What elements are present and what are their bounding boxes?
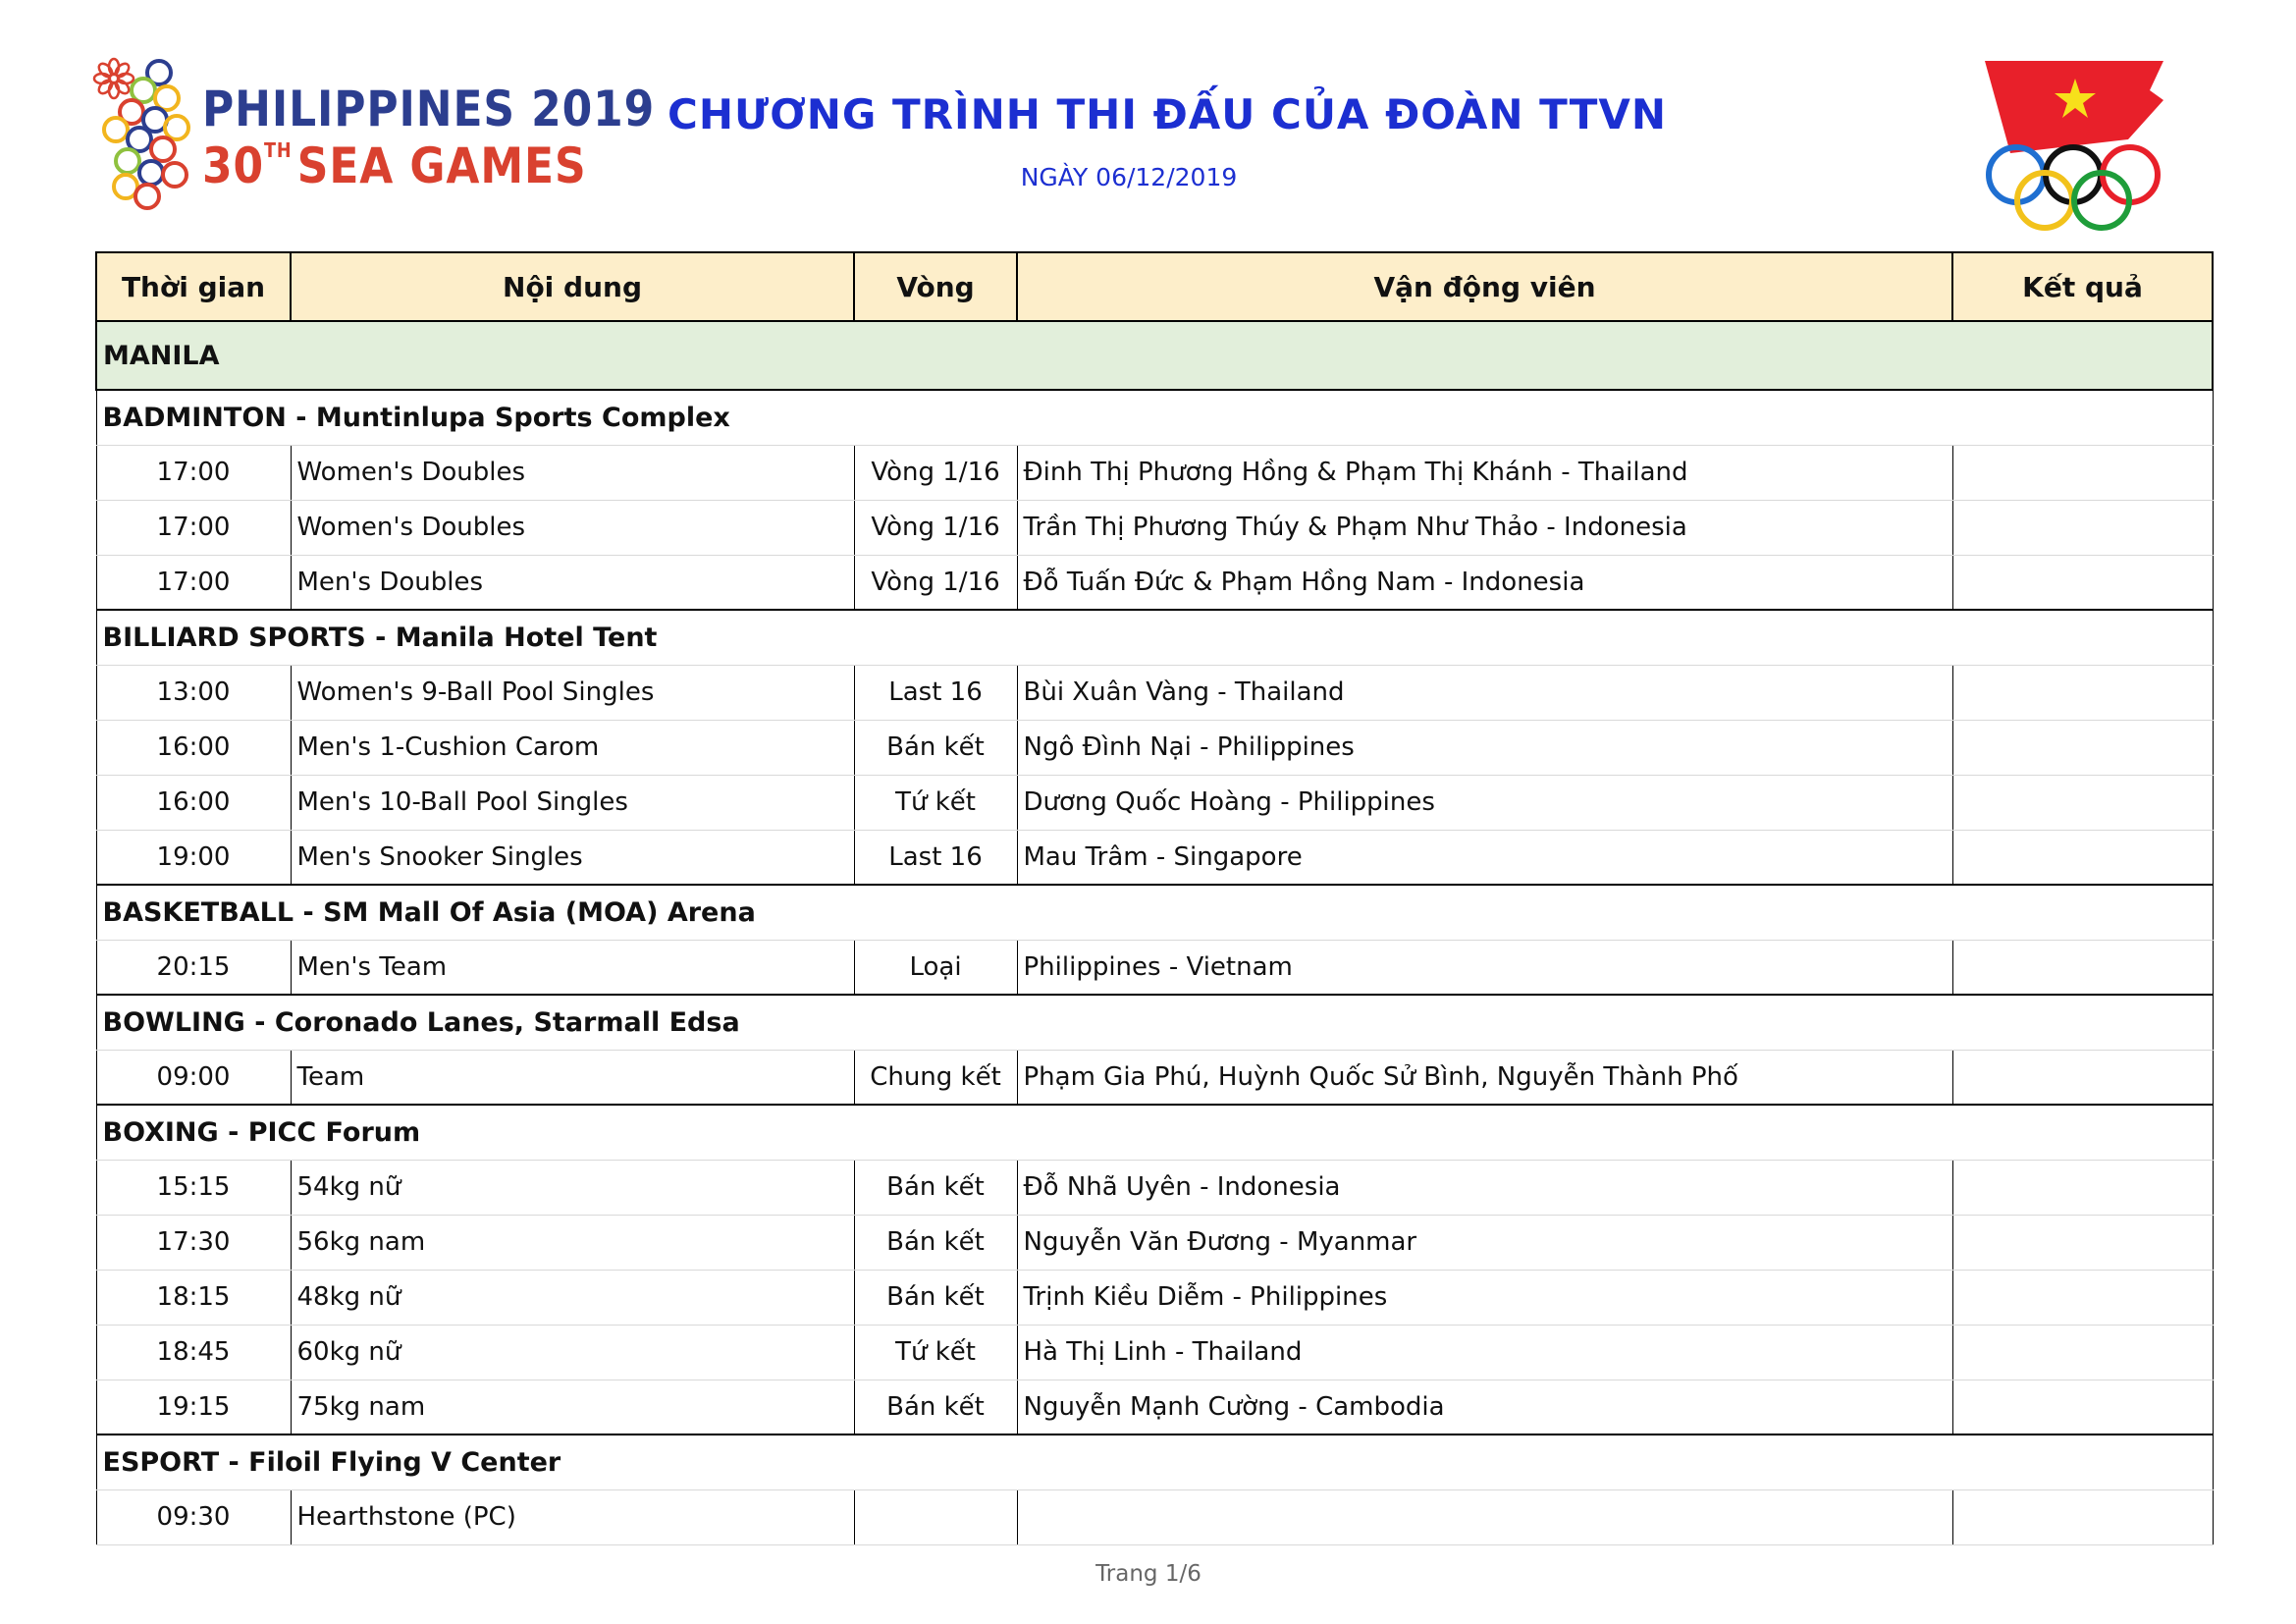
cell-round: Last 16	[854, 830, 1017, 885]
column-header-time: Thời gian	[96, 252, 291, 321]
venue-name: BADMINTON - Muntinlupa Sports Complex	[96, 390, 2213, 445]
cell-time: 18:45	[96, 1325, 291, 1380]
cell-athlete: Ngô Đình Nại - Philippines	[1017, 720, 1952, 775]
cell-result	[1952, 1380, 2213, 1435]
cell-event: Women's Doubles	[291, 445, 854, 500]
cell-time: 09:30	[96, 1489, 291, 1544]
cell-event: Men's 1-Cushion Carom	[291, 720, 854, 775]
cell-round: Bán kết	[854, 1380, 1017, 1435]
cell-athlete: Nguyễn Mạnh Cường - Cambodia	[1017, 1380, 1952, 1435]
table-header-row	[96, 252, 2213, 321]
table-row	[96, 1215, 2213, 1270]
table-row	[96, 555, 2213, 610]
column-header-athlete: Vận động viên	[1017, 252, 1952, 321]
cell-result	[1952, 555, 2213, 610]
table-body	[96, 321, 2213, 1544]
cell-time: 15:15	[96, 1160, 291, 1215]
table-row	[96, 1380, 2213, 1435]
venue-name: BOXING - PICC Forum	[96, 1105, 2213, 1160]
cell-round: Bán kết	[854, 1215, 1017, 1270]
cell-event: Men's Snooker Singles	[291, 830, 854, 885]
cell-round: Vòng 1/16	[854, 555, 1017, 610]
table-row	[96, 1325, 2213, 1380]
table-row	[96, 1489, 2213, 1544]
cell-result	[1952, 1050, 2213, 1105]
table-row	[96, 445, 2213, 500]
cell-round: Tứ kết	[854, 775, 1017, 830]
venue-row	[96, 1105, 2213, 1160]
cell-athlete: Hà Thị Linh - Thailand	[1017, 1325, 1952, 1380]
cell-athlete: Trịnh Kiều Diễm - Philippines	[1017, 1270, 1952, 1325]
table-row	[96, 830, 2213, 885]
cell-event: Hearthstone (PC)	[291, 1489, 854, 1544]
cell-athlete: Mau Trâm - Singapore	[1017, 830, 1952, 885]
cell-result	[1952, 720, 2213, 775]
table-row	[96, 1160, 2213, 1215]
venue-row	[96, 885, 2213, 940]
cell-athlete: Đỗ Tuấn Đức & Phạm Hồng Nam - Indonesia	[1017, 555, 1952, 610]
cell-event: 48kg nữ	[291, 1270, 854, 1325]
logo-line-2	[202, 137, 587, 194]
table-row	[96, 500, 2213, 555]
cell-round: Tứ kết	[854, 1325, 1017, 1380]
cell-round: Vòng 1/16	[854, 445, 1017, 500]
cell-athlete: Trần Thị Phương Thúy & Phạm Như Thảo - Indonesia	[1017, 500, 1952, 555]
cell-event: 75kg nam	[291, 1380, 854, 1435]
table-row	[96, 1270, 2213, 1325]
cell-event: 56kg nam	[291, 1215, 854, 1270]
cell-round: Bán kết	[854, 1270, 1017, 1325]
cell-event: Women's Doubles	[291, 500, 854, 555]
cell-round	[854, 1489, 1017, 1544]
cell-round: Vòng 1/16	[854, 500, 1017, 555]
cell-time: 19:00	[96, 830, 291, 885]
cell-result	[1952, 1489, 2213, 1544]
cell-athlete: Bùi Xuân Vàng - Thailand	[1017, 665, 1952, 720]
cell-athlete: Đinh Thị Phương Hồng & Phạm Thị Khánh - Thailand	[1017, 445, 1952, 500]
cell-result	[1952, 1270, 2213, 1325]
cell-event: Women's 9-Ball Pool Singles	[291, 665, 854, 720]
cell-time: 19:15	[96, 1380, 291, 1435]
cell-time: 13:00	[96, 665, 291, 720]
cell-round: Bán kết	[854, 720, 1017, 775]
page-date: NGÀY 06/12/2019	[1020, 163, 1238, 191]
cell-time: 17:00	[96, 500, 291, 555]
logo-edition-number: 30	[202, 137, 265, 194]
schedule-table	[95, 251, 2214, 1545]
cell-time: 20:15	[96, 940, 291, 995]
table-row	[96, 940, 2213, 995]
region-row	[96, 321, 2213, 390]
cell-result	[1952, 445, 2213, 500]
sea-games-logo	[92, 57, 656, 214]
logo-line-1: PHILIPPINES 2019	[202, 81, 656, 137]
venue-row	[96, 610, 2213, 665]
cell-time: 16:00	[96, 775, 291, 830]
cell-round: Chung kết	[854, 1050, 1017, 1105]
logo-event-name: SEA GAMES	[296, 137, 587, 194]
cell-result	[1952, 500, 2213, 555]
cell-athlete: Nguyễn Văn Đương - Myanmar	[1017, 1215, 1952, 1270]
cell-time: 18:15	[96, 1270, 291, 1325]
cell-athlete: Philippines - Vietnam	[1017, 940, 1952, 995]
cell-event: Men's Doubles	[291, 555, 854, 610]
cell-round: Bán kết	[854, 1160, 1017, 1215]
page-title: CHƯƠNG TRÌNH THI ĐẤU CỦA ĐOÀN TTVN	[667, 90, 1668, 138]
table-row	[96, 720, 2213, 775]
cell-result	[1952, 1325, 2213, 1380]
cell-event: 60kg nữ	[291, 1325, 854, 1380]
cell-result	[1952, 775, 2213, 830]
cell-time: 17:30	[96, 1215, 291, 1270]
cell-time: 16:00	[96, 720, 291, 775]
cell-event: Team	[291, 1050, 854, 1105]
cell-event: Men's 10-Ball Pool Singles	[291, 775, 854, 830]
column-header-round: Vòng	[854, 252, 1017, 321]
cell-athlete	[1017, 1489, 1952, 1544]
cell-result	[1952, 1160, 2213, 1215]
venue-row	[96, 1435, 2213, 1489]
cell-time: 09:00	[96, 1050, 291, 1105]
table-row	[96, 665, 2213, 720]
cell-result	[1952, 665, 2213, 720]
table-row	[96, 775, 2213, 830]
column-header-event: Nội dung	[291, 252, 854, 321]
cell-athlete: Dương Quốc Hoàng - Philippines	[1017, 775, 1952, 830]
logo-edition-suffix: TH	[264, 138, 293, 162]
venue-row	[96, 390, 2213, 445]
venue-name: BASKETBALL - SM Mall Of Asia (MOA) Arena	[96, 885, 2213, 940]
cell-time: 17:00	[96, 555, 291, 610]
venue-name: BILLIARD SPORTS - Manila Hotel Tent	[96, 610, 2213, 665]
cell-time: 17:00	[96, 445, 291, 500]
cell-athlete: Phạm Gia Phú, Huỳnh Quốc Sử Bình, Nguyễn Thành Phố	[1017, 1050, 1952, 1105]
venue-row	[96, 995, 2213, 1050]
cell-round: Loại	[854, 940, 1017, 995]
cell-result	[1952, 940, 2213, 995]
sampaguita-flower-icon	[92, 57, 135, 100]
cell-result	[1952, 830, 2213, 885]
column-header-result: Kết quả	[1952, 252, 2213, 321]
cell-event: 54kg nữ	[291, 1160, 854, 1215]
venue-name: BOWLING - Coronado Lanes, Starmall Edsa	[96, 995, 2213, 1050]
page-number: Trang 1/6	[1095, 1561, 1201, 1587]
region-name: MANILA	[96, 321, 2213, 390]
cell-event: Men's Team	[291, 940, 854, 995]
vietnam-olympic-flag-logo-icon	[1981, 59, 2167, 232]
table-row	[96, 1050, 2213, 1105]
cell-round: Last 16	[854, 665, 1017, 720]
cell-athlete: Đỗ Nhã Uyên - Indonesia	[1017, 1160, 1952, 1215]
cell-result	[1952, 1215, 2213, 1270]
venue-name: ESPORT - Filoil Flying V Center	[96, 1435, 2213, 1489]
